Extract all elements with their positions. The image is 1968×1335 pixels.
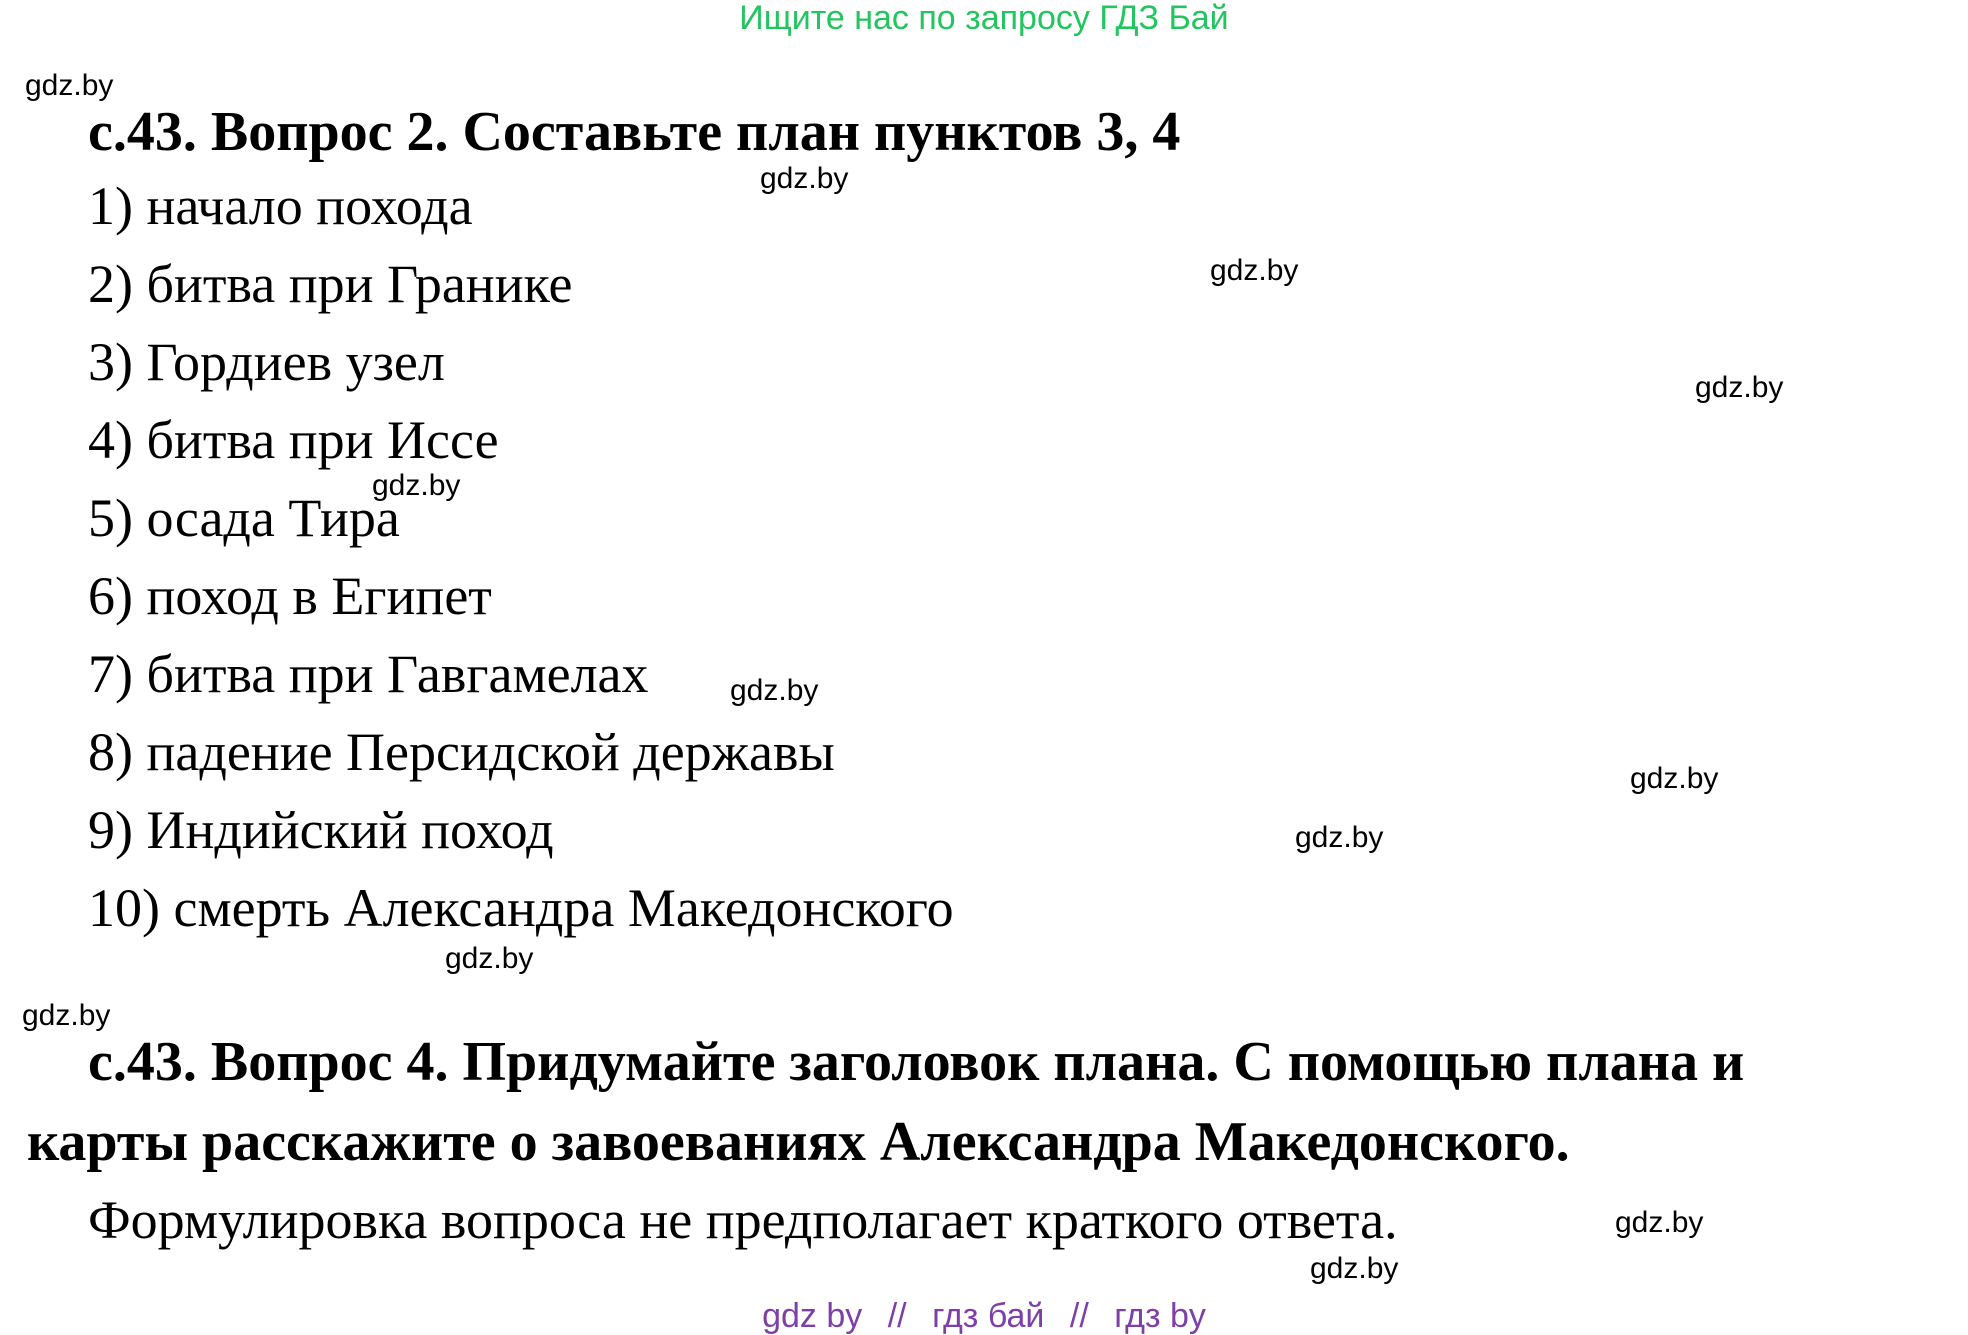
plan-item: 1) начало похода [88,176,473,236]
watermark: gdz.by [445,942,534,975]
watermark: gdz.by [1295,821,1384,854]
answer-text: Формулировка вопроса не предполагает краткого ответа. [88,1190,1398,1250]
watermark: gdz.by [1630,762,1719,795]
plan-item: 10) смерть Александра Македонского [88,878,954,938]
watermark: gdz.by [730,674,819,707]
question4-heading-line1: с.43. Вопрос 4. Придумайте заголовок плана. С помощью плана и [88,1031,1745,1093]
plan-item: 7) битва при Гавгамелах [88,644,649,704]
watermark: gdz.by [760,162,849,195]
watermark: gdz.by [1210,254,1299,287]
footer-part: gdz by [762,1297,863,1335]
footer-part: гдз by [1114,1297,1206,1335]
footer-separator: // [1069,1297,1089,1335]
top-banner: Ищите нас по запросу ГДЗ Бай [739,0,1229,37]
question2-heading: с.43. Вопрос 2. Составьте план пунктов 3, 4 [88,101,1181,163]
plan-item: 8) падение Персидской державы [88,722,835,782]
watermark: gdz.by [1310,1252,1399,1285]
watermark: gdz.by [1695,371,1784,404]
footer-separator: // [887,1297,907,1335]
plan-item: 2) битва при Гранике [88,254,573,314]
plan-item: 6) поход в Египет [88,566,492,626]
footer-links [0,1298,1968,1334]
question4-heading-line2: карты расскажите о завоеваниях Александра Македонского. [27,1111,1570,1173]
plan-item: 4) битва при Иссе [88,410,499,470]
plan-item: 9) Индийский поход [88,800,554,860]
watermark: gdz.by [372,469,461,502]
plan-item: 3) Гордиев узел [88,332,445,392]
watermark: gdz.by [25,69,114,102]
footer-part: гдз бай [932,1297,1045,1335]
watermark: gdz.by [1615,1206,1704,1239]
watermark: gdz.by [22,999,111,1032]
plan-item: 5) осада Тира [88,488,400,548]
